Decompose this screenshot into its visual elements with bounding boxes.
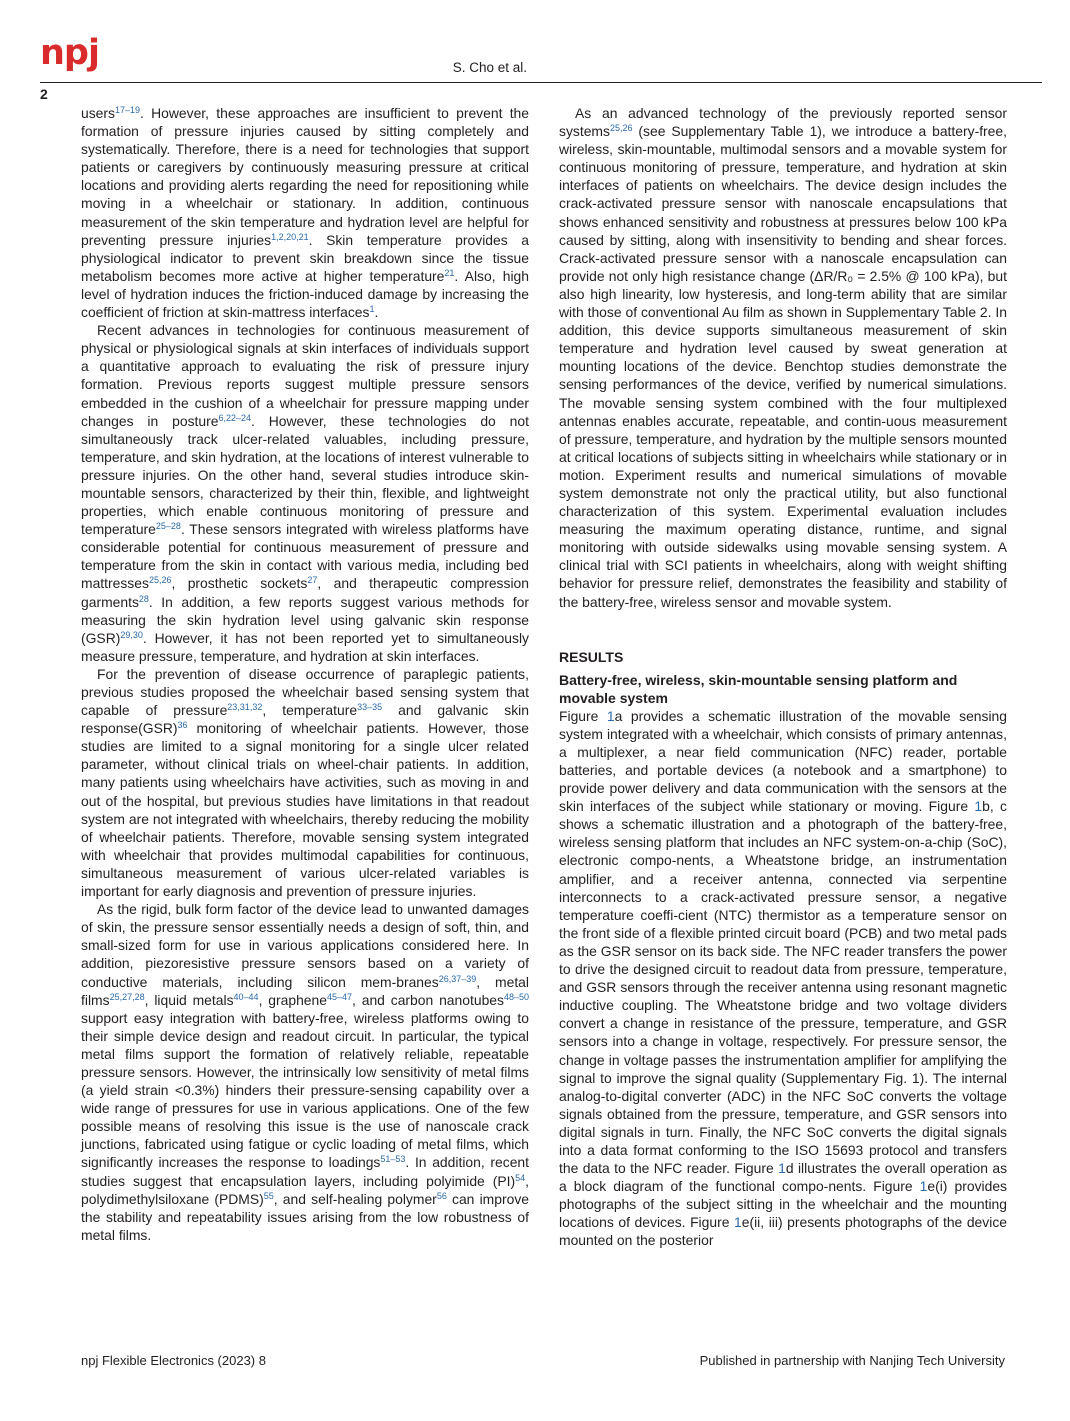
paragraph-text: , temperature — [262, 702, 358, 719]
paragraph-text: can improve the stability and repeatability issues arising from the low robustness of metal films. — [81, 1190, 529, 1243]
paragraph — [81, 104, 529, 321]
citation-link[interactable]: 48–50 — [503, 991, 529, 1002]
citation-link[interactable]: 25,26 — [609, 123, 633, 134]
paragraph-text: e(ii, iii) presents photographs of the device mounted on the posterior — [559, 1214, 1007, 1249]
paragraph-text: support easy integration with battery-free, wireless platforms owing to their simple device design and readout circuit. In particular, the typical metal films support the formation of relatively reliable, repeatable pressure sensors. However, the intrinsically low sensitivity of metal films (a yield strain <0.3%) hinders their pressure-sensing capability over a wide range of pressures for use in various applications. One of the few possible means of resolving this issue is the use of nanoscale crack junctions, fabricated using fatigue or cyclic loading of metal films, which significantly increases the response to loadings — [81, 1009, 529, 1171]
paragraph-text: Recent advances in technologies for continuous measurement of physical or physiological signals at skin interfaces of individuals support a quantitative approach to evaluating the risk of pressure injury formation. Previous reports suggest multiple pressure sensors embedded in the cushion of a wheelchair for pressure mapping under changes in posture — [81, 322, 529, 429]
citation-link[interactable]: 25,26 — [148, 575, 172, 586]
paragraph — [81, 321, 529, 665]
figure-link[interactable]: 1 — [919, 1178, 928, 1195]
journal-logo: npj — [40, 33, 99, 73]
citation-link[interactable]: 55 — [263, 1190, 274, 1201]
paragraph-text: As an advanced technology of the previously reported sensor systems — [559, 105, 1007, 140]
paragraph-text: , and self-healing polymer — [273, 1190, 437, 1207]
citation-link[interactable]: 27 — [307, 575, 318, 586]
page-number: 2 — [40, 86, 48, 102]
right-column — [559, 104, 1007, 1250]
paragraph-text: (see Supplementary Table 1), we introduce a battery-free, wireless, skin-mountable, multimodal sensors and a movable system for continuous monitoring of pressure, temperature, and hydration at skin interfaces of patients on wheelchairs. The device design includes the crack-activated pressure sensor with nanoscale encapsulations that shows enhanced sensitivity and robustness at pressures below 100 kPa caused by sitting, along with insensitivity to bending and shear forces. Crack-activated pressure sensor with a nanoscale encapsulation can provide not only high resistance change (ΔR/R₀ = 2.5% @ 100 kPa), but also high linearity, low hysteresis, and long-term ability that are similar with those of conventional Au film as shown in Supplementary Table 2. In addition, this device supports simultaneous measurement of skin temperature and hydration level caused by sweat generation at mounting locations of the device. Benchtop studies demonstrate the sensing performances of the device, verified by numerical simulations. The movable sensing system combined with the four multiplexed antennas enables accurate, repeatable, and contin-uous measurement of pressure, temperature, and hydration by the multiple sensors mounted at critical locations of subjects sitting in wheelchairs while stationary or in motion. Experiment results and numerical simulations of movable system demonstrate not only the practical utility, but also functional characterization of this system. Experimental evaluation includes measuring the maximum operating distance, runtime, and signal monitoring with outside sidewalks using movable sensing system. A clinical trial with SCI patients in wheelchairs, along with weight shifting behavior for pressure relief, demonstrates the feasibility and stability of the battery-free, wireless sensor and movable system. — [559, 123, 1007, 610]
paragraph — [81, 900, 529, 1244]
results-heading: RESULTS — [559, 648, 624, 665]
paragraph-text: , graphene — [258, 991, 327, 1008]
paragraph — [81, 665, 529, 900]
citation-link[interactable]: 25–28 — [155, 521, 181, 532]
paragraph-text: . However, it has not been reported yet to simultaneously measure pressure, temperature, and hydration at skin interfaces. — [81, 629, 529, 664]
citation-link[interactable]: 17–19 — [114, 105, 140, 115]
footer-publisher: Published in partnership with Nanjing Tech University — [699, 1353, 1005, 1368]
paragraph-text: . Skin temperature provides a physiological indicator to prevent skin breakdown since the tissue metabolism becomes more active at higher temperature — [81, 231, 529, 284]
running-head-author: S. Cho et al. — [452, 60, 527, 75]
citation-link[interactable]: 29,30 — [120, 629, 143, 640]
citation-link[interactable]: 26,37–39 — [438, 973, 477, 984]
citation-link[interactable]: 1 — [369, 304, 375, 315]
intro-section — [559, 104, 1007, 611]
paragraph-text: . These sensors integrated with wireless platforms have considerable potential for continuous measurement of pressure and temperature from the skin in contact with various media, including bed mattresses — [81, 521, 529, 592]
paragraph-text: users — [81, 105, 115, 121]
paragraph-text: d illustrates the overall operation as a block diagram of the functional compo-nents. Figure — [559, 1160, 1008, 1195]
section-subheading: Battery-free, wireless, skin-mountable sensing platform and movable system — [559, 671, 958, 706]
paragraph-text: . — [374, 304, 379, 321]
paragraph — [559, 104, 1007, 611]
citation-link[interactable]: 36 — [177, 720, 188, 731]
header-rule — [40, 82, 1042, 83]
citation-link[interactable]: 33–35 — [357, 702, 383, 713]
figure-link[interactable]: 1 — [606, 707, 615, 724]
figure-link[interactable]: 1 — [974, 798, 983, 815]
paragraph-text: a provides a schematic illustration of the movable sensing system integrated with a wheelchair, which consists of primary antennas, a multiplexer, a near field communication (NFC) reader, portable batteries, and portable devices (a notebook and a smartphone) to provide power delivery and data communication with the sensors at the skin interfaces of the subject while stationary or moving. Figure — [559, 707, 1008, 815]
figure-link[interactable]: 1 — [778, 1160, 786, 1177]
citation-link[interactable]: 45–47 — [326, 991, 353, 1002]
paragraph-text: For the prevention of disease occurrence of paraplegic patients, previous studies proposed the wheelchair based sensing system that capable of pressure — [81, 665, 529, 719]
paragraph-text: monitoring of wheelchair patients. However, those studies are limited to a signal monitoring for a single ulcer related parameter, without clinical trials on wheel-chair patients. In addition, many patients using wheelchairs have activities, such as moving in and out of the hospital, but previous studies have limitations in that readout system are not integrated with wheelchairs, thereby reducing the mobility of wheelchair patients. Therefore, movable sensing system integrated with wheelchair that provides multimodal capabilities for continuous, simultaneous measurement of various ulcer-related variables is important for early diagnosis and prevention of pressure injuries. — [81, 720, 529, 900]
paragraph-text: , and therapeutic compression garments — [81, 575, 529, 610]
paragraph-text: , polydimethylsiloxane (PDMS) — [81, 1172, 529, 1207]
citation-link[interactable]: 40–44 — [233, 991, 259, 1002]
paragraph-text: , and carbon nanotubes — [352, 991, 504, 1008]
citation-link[interactable]: 54 — [515, 1172, 526, 1183]
paragraph-text: , metal films — [81, 973, 529, 1008]
citation-link[interactable]: 23,31,32 — [227, 702, 263, 713]
paragraph-text: Figure — [559, 707, 607, 724]
citation-link[interactable]: 25,27,28 — [109, 991, 145, 1002]
paragraph-text: . In addition, a few reports suggest various methods for measuring the skin hydration level using galvanic skin response (GSR) — [81, 593, 529, 646]
paragraph-text: e(i) provides photographs of the subject sitting in the wheelchair and the mounting locations of devices. Figure — [559, 1178, 1007, 1231]
citation-link[interactable]: 21 — [444, 267, 455, 278]
results-body — [559, 707, 1007, 1250]
paragraph-text: . In addition, recent studies suggest that encapsulation layers, including polyimide (PI) — [81, 1154, 529, 1189]
figure-link[interactable]: 1 — [734, 1214, 742, 1231]
paragraph-text: b, c shows a schematic illustration and a photograph of the battery-free, wireless sensing platform that includes an NFC system-on-a-chip (SoC), electronic compo-nents, a Wheatstone bridge, an instrumentation amplifier, and a receiver antenna, connected via serpentine interconnects to a crack-activated pressure sensor, a negative temperature coeffi-cient (NTC) thermistor as a temperature sensor on the front side of a flexible printed circuit board (PCB) and two metal pads as the GSR sensor on its back side. The NFC reader transfers the power to drive the designed circuit to readout data from pressure, temperature, and GSR sensors through the receiver antenna using resonant magnetic inductive coupling. The Wheatstone bridge and two voltage dividers convert a change in resistance of the pressure, temperature, and GSR sensors into a change in voltage, respectively. For pressure sensor, the change in voltage passes the instrumentation amplifier for amplifying the signal to improve the signal quality (Supplementary Fig. 1). The internal analog-to-digital converter (ADC) in the NFC SoC converts the voltage signals obtained from the pressure, temperature, and GSR sensors into digital signals in turn. Finally, the NFC SoC converts the digital signals into a data format conforming to the ISO 15693 protocol and transfers the data to the NFC reader. Figure — [559, 798, 1008, 1177]
left-column — [81, 104, 529, 1244]
citation-link[interactable]: 51–53 — [380, 1154, 406, 1165]
paragraph-text: and galvanic skin response(GSR) — [81, 702, 529, 737]
citation-link[interactable]: 1,2,20,21 — [271, 231, 309, 242]
citation-link[interactable]: 28 — [138, 593, 149, 604]
paragraph-text: . Also, high level of hydration induces the friction-induced damage by increasing the coefficient of friction at skin-mattress interfaces — [81, 267, 529, 321]
paragraph-text: , liquid metals — [144, 991, 234, 1008]
paragraph-text: , prosthetic sockets — [171, 575, 308, 592]
paragraph — [559, 707, 1007, 1250]
paragraph-text: . However, these approaches are insufficient to prevent the formation of pressure injuries caused by sitting completely and systematically. Therefore, there is a need for technologies that support patients or caregivers by continuously measuring pressure at critical locations and providing alerts regarding the need for repositioning while moving in a wheelchair or stationary. In addition, continuous measurement of the skin temperature and hydration level are helpful for preventing pressure injuries — [81, 105, 529, 248]
paragraph-text: As the rigid, bulk form factor of the device lead to unwanted damages of skin, the pressure sensor essentially needs a design of soft, thin, and small-sized form for use in various applications considered here. In addition, piezoresistive pressure sensors based on a variety of conductive materials, including silicon mem-branes — [81, 901, 529, 990]
paragraph-text: . However, these technologies do not simultaneously track ulcer-related valuables, including pressure, temperature, and skin hydration, at the locations of interest vulnerable to pressure injuries. On the other hand, several studies introduce skin-mountable sensors, characterized by their thin, flexible, and lightweight properties, which enable continuous monitoring of pressure and temperature — [81, 412, 529, 538]
citation-link[interactable]: 56 — [436, 1190, 447, 1201]
footer-journal: npj Flexible Electronics (2023) 8 — [81, 1353, 266, 1368]
citation-link[interactable]: 6,22–24 — [218, 412, 251, 423]
